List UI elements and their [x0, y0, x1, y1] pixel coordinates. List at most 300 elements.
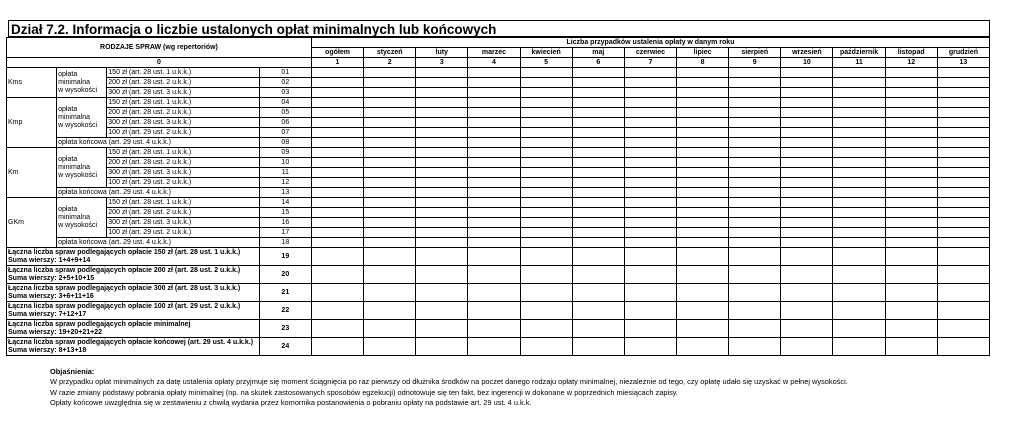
data-cell[interactable]: [781, 248, 833, 266]
data-cell[interactable]: [572, 178, 624, 188]
data-cell[interactable]: [624, 98, 676, 108]
data-cell[interactable]: [624, 228, 676, 238]
data-cell[interactable]: [572, 338, 624, 356]
data-cell[interactable]: [520, 78, 572, 88]
data-cell[interactable]: [468, 168, 520, 178]
data-cell[interactable]: [781, 218, 833, 228]
data-cell[interactable]: [833, 168, 885, 178]
data-cell[interactable]: [311, 228, 363, 238]
data-cell[interactable]: [833, 228, 885, 238]
data-cell[interactable]: [416, 208, 468, 218]
data-cell[interactable]: [937, 98, 989, 108]
data-cell[interactable]: [729, 218, 781, 228]
data-cell[interactable]: [311, 266, 363, 284]
data-cell[interactable]: [520, 320, 572, 338]
data-cell[interactable]: [624, 168, 676, 178]
data-cell[interactable]: [364, 158, 416, 168]
data-cell[interactable]: [364, 108, 416, 118]
data-cell[interactable]: [624, 178, 676, 188]
data-cell[interactable]: [937, 198, 989, 208]
data-cell[interactable]: [468, 228, 520, 238]
data-cell[interactable]: [520, 302, 572, 320]
data-cell[interactable]: [520, 338, 572, 356]
data-cell[interactable]: [572, 302, 624, 320]
data-cell[interactable]: [572, 98, 624, 108]
data-cell[interactable]: [468, 208, 520, 218]
data-cell[interactable]: [572, 238, 624, 248]
data-cell[interactable]: [572, 88, 624, 98]
data-cell[interactable]: [781, 198, 833, 208]
data-cell[interactable]: [416, 218, 468, 228]
data-cell[interactable]: [364, 218, 416, 228]
data-cell[interactable]: [885, 266, 937, 284]
data-cell[interactable]: [833, 302, 885, 320]
data-cell[interactable]: [833, 108, 885, 118]
data-cell[interactable]: [624, 158, 676, 168]
data-cell[interactable]: [520, 178, 572, 188]
data-cell[interactable]: [520, 238, 572, 248]
data-cell[interactable]: [937, 302, 989, 320]
data-cell[interactable]: [937, 68, 989, 78]
data-cell[interactable]: [833, 88, 885, 98]
data-cell[interactable]: [781, 338, 833, 356]
data-cell[interactable]: [833, 238, 885, 248]
data-cell[interactable]: [885, 98, 937, 108]
data-cell[interactable]: [468, 188, 520, 198]
data-cell[interactable]: [520, 208, 572, 218]
data-cell[interactable]: [937, 338, 989, 356]
data-cell[interactable]: [833, 284, 885, 302]
data-cell[interactable]: [624, 248, 676, 266]
data-cell[interactable]: [885, 118, 937, 128]
data-cell[interactable]: [572, 68, 624, 78]
data-cell[interactable]: [677, 178, 729, 188]
data-cell[interactable]: [937, 228, 989, 238]
data-cell[interactable]: [781, 88, 833, 98]
data-cell[interactable]: [311, 138, 363, 148]
data-cell[interactable]: [364, 98, 416, 108]
data-cell[interactable]: [937, 148, 989, 158]
data-cell[interactable]: [833, 78, 885, 88]
data-cell[interactable]: [729, 88, 781, 98]
data-cell[interactable]: [937, 88, 989, 98]
data-cell[interactable]: [624, 148, 676, 158]
data-cell[interactable]: [468, 338, 520, 356]
data-cell[interactable]: [885, 320, 937, 338]
data-cell[interactable]: [416, 148, 468, 158]
data-cell[interactable]: [416, 248, 468, 266]
data-cell[interactable]: [885, 168, 937, 178]
data-cell[interactable]: [677, 320, 729, 338]
data-cell[interactable]: [885, 88, 937, 98]
data-cell[interactable]: [937, 248, 989, 266]
data-cell[interactable]: [729, 248, 781, 266]
data-cell[interactable]: [520, 266, 572, 284]
data-cell[interactable]: [781, 284, 833, 302]
data-cell[interactable]: [624, 78, 676, 88]
data-cell[interactable]: [311, 128, 363, 138]
data-cell[interactable]: [833, 338, 885, 356]
data-cell[interactable]: [937, 238, 989, 248]
data-cell[interactable]: [677, 238, 729, 248]
data-cell[interactable]: [416, 138, 468, 148]
data-cell[interactable]: [416, 284, 468, 302]
data-cell[interactable]: [311, 98, 363, 108]
data-cell[interactable]: [572, 168, 624, 178]
data-cell[interactable]: [937, 138, 989, 148]
data-cell[interactable]: [624, 88, 676, 98]
data-cell[interactable]: [364, 266, 416, 284]
data-cell[interactable]: [677, 228, 729, 238]
data-cell[interactable]: [937, 320, 989, 338]
data-cell[interactable]: [781, 266, 833, 284]
data-cell[interactable]: [520, 228, 572, 238]
data-cell[interactable]: [468, 128, 520, 138]
data-cell[interactable]: [729, 320, 781, 338]
data-cell[interactable]: [364, 238, 416, 248]
data-cell[interactable]: [572, 138, 624, 148]
data-cell[interactable]: [468, 138, 520, 148]
data-cell[interactable]: [468, 78, 520, 88]
data-cell[interactable]: [885, 238, 937, 248]
data-cell[interactable]: [311, 338, 363, 356]
data-cell[interactable]: [624, 188, 676, 198]
data-cell[interactable]: [468, 118, 520, 128]
data-cell[interactable]: [520, 128, 572, 138]
data-cell[interactable]: [937, 128, 989, 138]
data-cell[interactable]: [624, 138, 676, 148]
data-cell[interactable]: [416, 338, 468, 356]
data-cell[interactable]: [781, 188, 833, 198]
data-cell[interactable]: [311, 148, 363, 158]
data-cell[interactable]: [364, 128, 416, 138]
data-cell[interactable]: [885, 218, 937, 228]
data-cell[interactable]: [468, 108, 520, 118]
data-cell[interactable]: [572, 148, 624, 158]
data-cell[interactable]: [572, 118, 624, 128]
data-cell[interactable]: [729, 138, 781, 148]
data-cell[interactable]: [729, 168, 781, 178]
data-cell[interactable]: [364, 68, 416, 78]
data-cell[interactable]: [677, 188, 729, 198]
data-cell[interactable]: [781, 138, 833, 148]
data-cell[interactable]: [833, 188, 885, 198]
data-cell[interactable]: [468, 98, 520, 108]
data-cell[interactable]: [677, 158, 729, 168]
data-cell[interactable]: [677, 138, 729, 148]
data-cell[interactable]: [311, 238, 363, 248]
data-cell[interactable]: [364, 228, 416, 238]
data-cell[interactable]: [311, 188, 363, 198]
data-cell[interactable]: [833, 158, 885, 168]
data-cell[interactable]: [520, 168, 572, 178]
data-cell[interactable]: [572, 266, 624, 284]
data-cell[interactable]: [781, 302, 833, 320]
data-cell[interactable]: [885, 128, 937, 138]
data-cell[interactable]: [364, 88, 416, 98]
data-cell[interactable]: [624, 68, 676, 78]
data-cell[interactable]: [885, 158, 937, 168]
data-cell[interactable]: [833, 68, 885, 78]
data-cell[interactable]: [729, 158, 781, 168]
data-cell[interactable]: [416, 320, 468, 338]
data-cell[interactable]: [833, 98, 885, 108]
data-cell[interactable]: [937, 118, 989, 128]
data-cell[interactable]: [624, 128, 676, 138]
data-cell[interactable]: [624, 302, 676, 320]
data-cell[interactable]: [624, 108, 676, 118]
data-cell[interactable]: [572, 78, 624, 88]
data-cell[interactable]: [677, 248, 729, 266]
data-cell[interactable]: [781, 128, 833, 138]
data-cell[interactable]: [624, 208, 676, 218]
data-cell[interactable]: [624, 338, 676, 356]
data-cell[interactable]: [677, 78, 729, 88]
data-cell[interactable]: [416, 128, 468, 138]
data-cell[interactable]: [416, 238, 468, 248]
data-cell[interactable]: [364, 248, 416, 266]
data-cell[interactable]: [416, 302, 468, 320]
data-cell[interactable]: [624, 266, 676, 284]
data-cell[interactable]: [885, 208, 937, 218]
data-cell[interactable]: [364, 302, 416, 320]
data-cell[interactable]: [833, 208, 885, 218]
data-cell[interactable]: [885, 68, 937, 78]
data-cell[interactable]: [781, 228, 833, 238]
data-cell[interactable]: [416, 168, 468, 178]
data-cell[interactable]: [729, 178, 781, 188]
data-cell[interactable]: [572, 284, 624, 302]
data-cell[interactable]: [937, 284, 989, 302]
data-cell[interactable]: [311, 284, 363, 302]
data-cell[interactable]: [729, 68, 781, 78]
data-cell[interactable]: [677, 98, 729, 108]
data-cell[interactable]: [833, 320, 885, 338]
data-cell[interactable]: [364, 284, 416, 302]
data-cell[interactable]: [416, 266, 468, 284]
data-cell[interactable]: [833, 148, 885, 158]
data-cell[interactable]: [416, 88, 468, 98]
data-cell[interactable]: [520, 158, 572, 168]
data-cell[interactable]: [520, 218, 572, 228]
data-cell[interactable]: [520, 248, 572, 266]
data-cell[interactable]: [364, 178, 416, 188]
data-cell[interactable]: [364, 188, 416, 198]
data-cell[interactable]: [520, 198, 572, 208]
data-cell[interactable]: [729, 198, 781, 208]
data-cell[interactable]: [572, 248, 624, 266]
data-cell[interactable]: [937, 158, 989, 168]
data-cell[interactable]: [937, 218, 989, 228]
data-cell[interactable]: [833, 248, 885, 266]
data-cell[interactable]: [781, 208, 833, 218]
data-cell[interactable]: [520, 108, 572, 118]
data-cell[interactable]: [572, 228, 624, 238]
data-cell[interactable]: [468, 320, 520, 338]
data-cell[interactable]: [311, 218, 363, 228]
data-cell[interactable]: [677, 266, 729, 284]
data-cell[interactable]: [885, 284, 937, 302]
data-cell[interactable]: [572, 158, 624, 168]
data-cell[interactable]: [468, 218, 520, 228]
data-cell[interactable]: [468, 158, 520, 168]
data-cell[interactable]: [416, 228, 468, 238]
data-cell[interactable]: [311, 168, 363, 178]
data-cell[interactable]: [364, 118, 416, 128]
data-cell[interactable]: [833, 128, 885, 138]
data-cell[interactable]: [624, 218, 676, 228]
data-cell[interactable]: [885, 338, 937, 356]
data-cell[interactable]: [677, 68, 729, 78]
data-cell[interactable]: [729, 78, 781, 88]
data-cell[interactable]: [781, 168, 833, 178]
data-cell[interactable]: [937, 266, 989, 284]
data-cell[interactable]: [468, 178, 520, 188]
data-cell[interactable]: [416, 78, 468, 88]
data-cell[interactable]: [416, 108, 468, 118]
data-cell[interactable]: [677, 284, 729, 302]
data-cell[interactable]: [885, 198, 937, 208]
data-cell[interactable]: [781, 78, 833, 88]
data-cell[interactable]: [833, 118, 885, 128]
data-cell[interactable]: [311, 302, 363, 320]
data-cell[interactable]: [624, 118, 676, 128]
data-cell[interactable]: [311, 198, 363, 208]
data-cell[interactable]: [833, 178, 885, 188]
data-cell[interactable]: [572, 188, 624, 198]
data-cell[interactable]: [364, 208, 416, 218]
data-cell[interactable]: [677, 88, 729, 98]
data-cell[interactable]: [781, 98, 833, 108]
data-cell[interactable]: [937, 208, 989, 218]
data-cell[interactable]: [364, 78, 416, 88]
data-cell[interactable]: [364, 138, 416, 148]
data-cell[interactable]: [311, 108, 363, 118]
data-cell[interactable]: [416, 118, 468, 128]
data-cell[interactable]: [311, 118, 363, 128]
data-cell[interactable]: [468, 148, 520, 158]
data-cell[interactable]: [677, 338, 729, 356]
data-cell[interactable]: [937, 108, 989, 118]
data-cell[interactable]: [781, 108, 833, 118]
data-cell[interactable]: [729, 228, 781, 238]
data-cell[interactable]: [677, 208, 729, 218]
data-cell[interactable]: [416, 68, 468, 78]
data-cell[interactable]: [311, 88, 363, 98]
data-cell[interactable]: [624, 238, 676, 248]
data-cell[interactable]: [624, 198, 676, 208]
data-cell[interactable]: [364, 320, 416, 338]
data-cell[interactable]: [781, 178, 833, 188]
data-cell[interactable]: [729, 98, 781, 108]
data-cell[interactable]: [781, 238, 833, 248]
data-cell[interactable]: [468, 302, 520, 320]
data-cell[interactable]: [833, 218, 885, 228]
data-cell[interactable]: [833, 138, 885, 148]
data-cell[interactable]: [468, 284, 520, 302]
data-cell[interactable]: [416, 188, 468, 198]
data-cell[interactable]: [468, 238, 520, 248]
data-cell[interactable]: [729, 302, 781, 320]
data-cell[interactable]: [677, 168, 729, 178]
data-cell[interactable]: [624, 284, 676, 302]
data-cell[interactable]: [364, 338, 416, 356]
data-cell[interactable]: [520, 68, 572, 78]
data-cell[interactable]: [364, 148, 416, 158]
data-cell[interactable]: [520, 138, 572, 148]
data-cell[interactable]: [468, 88, 520, 98]
data-cell[interactable]: [885, 178, 937, 188]
data-cell[interactable]: [781, 148, 833, 158]
data-cell[interactable]: [729, 118, 781, 128]
data-cell[interactable]: [311, 78, 363, 88]
data-cell[interactable]: [781, 68, 833, 78]
data-cell[interactable]: [885, 108, 937, 118]
data-cell[interactable]: [885, 138, 937, 148]
data-cell[interactable]: [468, 68, 520, 78]
data-cell[interactable]: [520, 88, 572, 98]
data-cell[interactable]: [729, 238, 781, 248]
data-cell[interactable]: [468, 266, 520, 284]
data-cell[interactable]: [416, 98, 468, 108]
data-cell[interactable]: [833, 198, 885, 208]
data-cell[interactable]: [885, 188, 937, 198]
data-cell[interactable]: [311, 158, 363, 168]
data-cell[interactable]: [416, 178, 468, 188]
data-cell[interactable]: [885, 78, 937, 88]
data-cell[interactable]: [677, 198, 729, 208]
data-cell[interactable]: [572, 218, 624, 228]
data-cell[interactable]: [311, 178, 363, 188]
data-cell[interactable]: [729, 266, 781, 284]
data-cell[interactable]: [677, 148, 729, 158]
data-cell[interactable]: [572, 320, 624, 338]
data-cell[interactable]: [937, 168, 989, 178]
data-cell[interactable]: [729, 284, 781, 302]
data-cell[interactable]: [624, 320, 676, 338]
data-cell[interactable]: [729, 128, 781, 138]
data-cell[interactable]: [937, 78, 989, 88]
data-cell[interactable]: [468, 248, 520, 266]
data-cell[interactable]: [677, 302, 729, 320]
data-cell[interactable]: [937, 178, 989, 188]
data-cell[interactable]: [520, 98, 572, 108]
data-cell[interactable]: [781, 320, 833, 338]
data-cell[interactable]: [833, 266, 885, 284]
data-cell[interactable]: [781, 158, 833, 168]
data-cell[interactable]: [520, 118, 572, 128]
data-cell[interactable]: [885, 148, 937, 158]
data-cell[interactable]: [677, 118, 729, 128]
data-cell[interactable]: [364, 198, 416, 208]
data-cell[interactable]: [520, 148, 572, 158]
data-cell[interactable]: [572, 128, 624, 138]
data-cell[interactable]: [677, 108, 729, 118]
data-cell[interactable]: [885, 228, 937, 238]
data-cell[interactable]: [572, 198, 624, 208]
data-cell[interactable]: [520, 284, 572, 302]
data-cell[interactable]: [468, 198, 520, 208]
data-cell[interactable]: [311, 248, 363, 266]
data-cell[interactable]: [729, 148, 781, 158]
data-cell[interactable]: [677, 218, 729, 228]
data-cell[interactable]: [885, 302, 937, 320]
data-cell[interactable]: [729, 188, 781, 198]
data-cell[interactable]: [729, 208, 781, 218]
data-cell[interactable]: [572, 208, 624, 218]
data-cell[interactable]: [311, 208, 363, 218]
data-cell[interactable]: [416, 158, 468, 168]
